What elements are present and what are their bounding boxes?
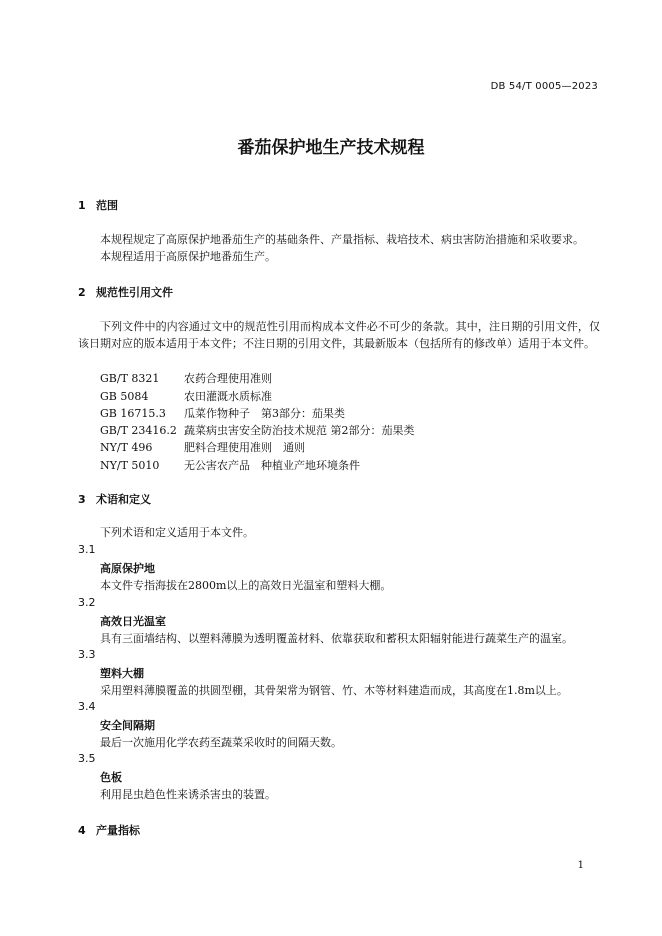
section-2-heading: 2 规范性引用文件: [78, 286, 173, 299]
term-definition: 最后一次施用化学农药至蔬菜采收时的间隔天数。: [100, 736, 342, 749]
term-name: 色板: [100, 771, 122, 784]
term-name: 塑料大棚: [100, 667, 144, 680]
section-1-para-2: 本规程适用于高原保护地番茄生产。: [100, 250, 276, 263]
reference-item: GB 16715.3 瓜菜作物种子 第3部分：茄果类: [100, 407, 345, 420]
section-4-heading: 4 产量指标: [78, 824, 140, 837]
term-definition: 具有三面墙结构、以塑料薄膜为透明覆盖材料、依靠获取和蓄积太阳辐射能进行蔬菜生产的温室。: [100, 632, 573, 645]
term-name: 高原保护地: [100, 562, 155, 575]
term-number: 3.5: [78, 752, 96, 765]
reference-item: NY/T 5010 无公害农产品 种植业产地环境条件: [100, 459, 360, 472]
term-number: 3.4: [78, 700, 96, 713]
reference-item: GB/T 23416.2 蔬菜病虫害安全防治技术规范 第2部分：茄果类: [100, 424, 415, 437]
section-3-heading: 3 术语和定义: [78, 493, 151, 506]
term-number: 3.2: [78, 596, 96, 609]
section-1-heading: 1 范围: [78, 199, 118, 212]
section-1-para-1: 本规程规定了高原保护地番茄生产的基础条件、产量指标、栽培技术、病虫害防治措施和采收要求。: [100, 233, 584, 246]
reference-item: GB 5084 农田灌溉水质标准: [100, 390, 272, 403]
section-3-intro: 下列术语和定义适用于本文件。: [100, 526, 254, 539]
term-definition: 本文件专指海拔在2800m以上的高效日光温室和塑料大棚。: [100, 579, 392, 592]
reference-item: NY/T 496 肥料合理使用准则 通则: [100, 441, 305, 454]
term-name: 安全间隔期: [100, 719, 155, 732]
term-number: 3.3: [78, 648, 96, 661]
term-definition: 采用塑料薄膜覆盖的拱圆型棚，其骨架常为钢管、竹、木等材料建造而成，其高度在1.8m以上。: [100, 684, 568, 697]
document-code: DB 54/T 0005—2023: [490, 81, 598, 92]
term-definition: 利用昆虫趋色性来诱杀害虫的装置。: [100, 788, 276, 801]
term-name: 高效日光温室: [100, 615, 166, 628]
section-2-intro: 下列文件中的内容通过文中的规范性引用而构成本文件必不可少的条款。其中，注日期的引用文件，仅该日期对应的版本适用于本文件；不注日期的引用文件，其最新版本（包括所有的修改单）适用于本文件。: [78, 320, 600, 350]
page-number: 1: [577, 860, 584, 871]
document-title: 番茄保护地生产技术规程: [237, 138, 425, 158]
term-number: 3.1: [78, 543, 96, 556]
reference-item: GB/T 8321 农药合理使用准则: [100, 372, 272, 385]
